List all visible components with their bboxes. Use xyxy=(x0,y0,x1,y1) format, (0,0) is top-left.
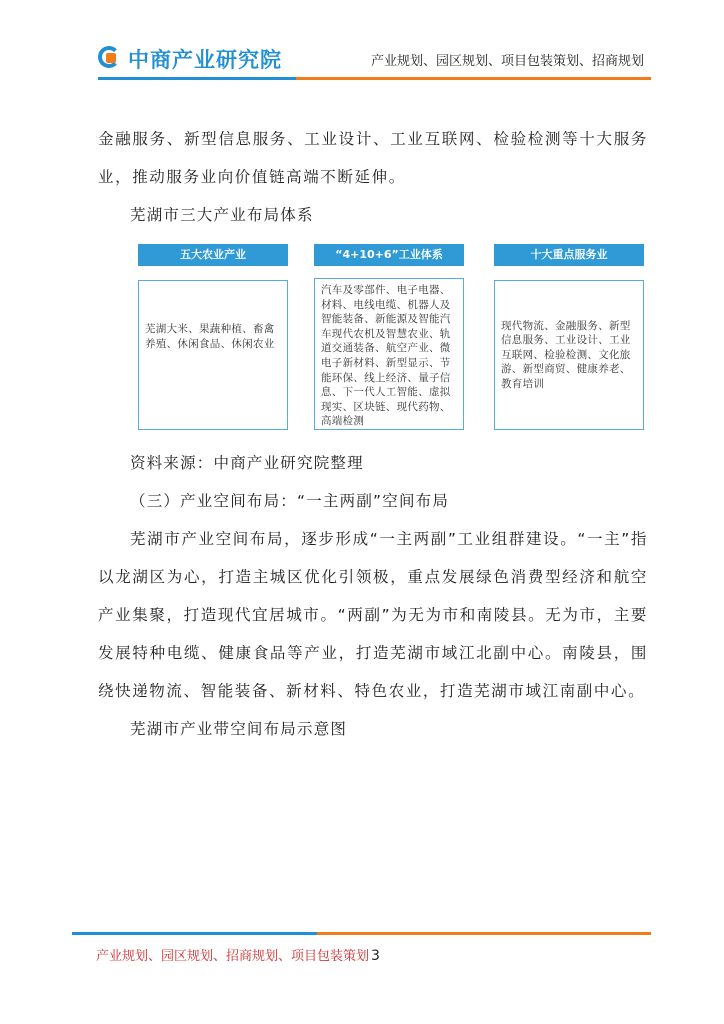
column-title: 五大农业产业 xyxy=(138,244,288,266)
map-caption: 芜湖市产业带空间布局示意图 xyxy=(130,720,348,738)
column-body-text: 芜湖大米、果蔬种植、畜禽养殖、休闲食品、休闲农业 xyxy=(145,323,275,350)
source-note: 资料来源：中商产业研究院整理 xyxy=(130,454,364,472)
page-header xyxy=(0,0,724,90)
page-footer xyxy=(96,945,380,964)
column-body xyxy=(314,278,464,430)
figure-column-agriculture xyxy=(138,244,288,430)
header-slogan: 产业规划、园区规划、项目包装策划、招商规划 xyxy=(370,54,644,69)
paragraph-services: 金融服务、新型信息服务、工业设计、工业互联网、检验检测等十大服务业，推动服务业向价值链高端不断延伸。 xyxy=(98,130,648,186)
column-body xyxy=(138,280,288,430)
figure-column-industry xyxy=(314,244,464,430)
footer-divider-orange xyxy=(317,932,651,935)
industry-layout-figure xyxy=(132,244,648,430)
header-divider-orange xyxy=(296,77,651,80)
logo xyxy=(98,44,282,74)
document-body-continued xyxy=(98,444,648,748)
column-title: 十大重点服务业 xyxy=(494,244,644,266)
column-body-text: 现代物流、金融服务、新型信息服务、工业设计、工业互联网、检验检测、文化旅游、新型商贸、健康养老、教育培训 xyxy=(501,319,631,390)
column-body xyxy=(494,280,644,430)
section-title: （三）产业空间布局：“一主两副”空间布局 xyxy=(130,492,450,510)
header-divider-blue xyxy=(98,77,296,80)
column-title: “4+10+6”工业体系 xyxy=(314,244,464,266)
document-body xyxy=(98,120,648,234)
logo-icon xyxy=(98,46,124,72)
logo-text: 中商产业研究院 xyxy=(128,48,282,72)
figure-caption: 芜湖市三大产业布局体系 xyxy=(130,206,314,224)
column-body-text: 汽车及零部件、电子电器、材料、电线电缆、机器人及智能装备、新能源及智能汽车现代农机及智慧农业、轨道交通装备、航空产业、微电子新材料、新型显示、节能环保、线上经济、量子信息、下一代人工智能、虚拟现实、区块链、现代药物、高端检测 xyxy=(321,284,451,428)
paragraph-spatial-layout: 芜湖市产业空间布局，逐步形成“一主两副”工业组群建设。“一主”指以龙湖区为心，打造主城区优化引领极，重点发展绿色消费型经济和航空产业集聚，打造现代宜居城市。“两副”为无为市和南陵县。无为市，主要发展特种电缆、健康食品等产业，打造芜湖市域江北副中心。南陵县，围绕快递物流、智能装备、新材料、特色农业，打造芜湖市域江南副中心。 xyxy=(98,530,648,700)
footer-slogan: 产业规划、园区规划、招商规划、项目包装策划 xyxy=(96,949,370,964)
page-number: 3 xyxy=(371,948,380,964)
footer-divider-blue xyxy=(72,932,317,935)
figure-column-services xyxy=(494,244,644,430)
